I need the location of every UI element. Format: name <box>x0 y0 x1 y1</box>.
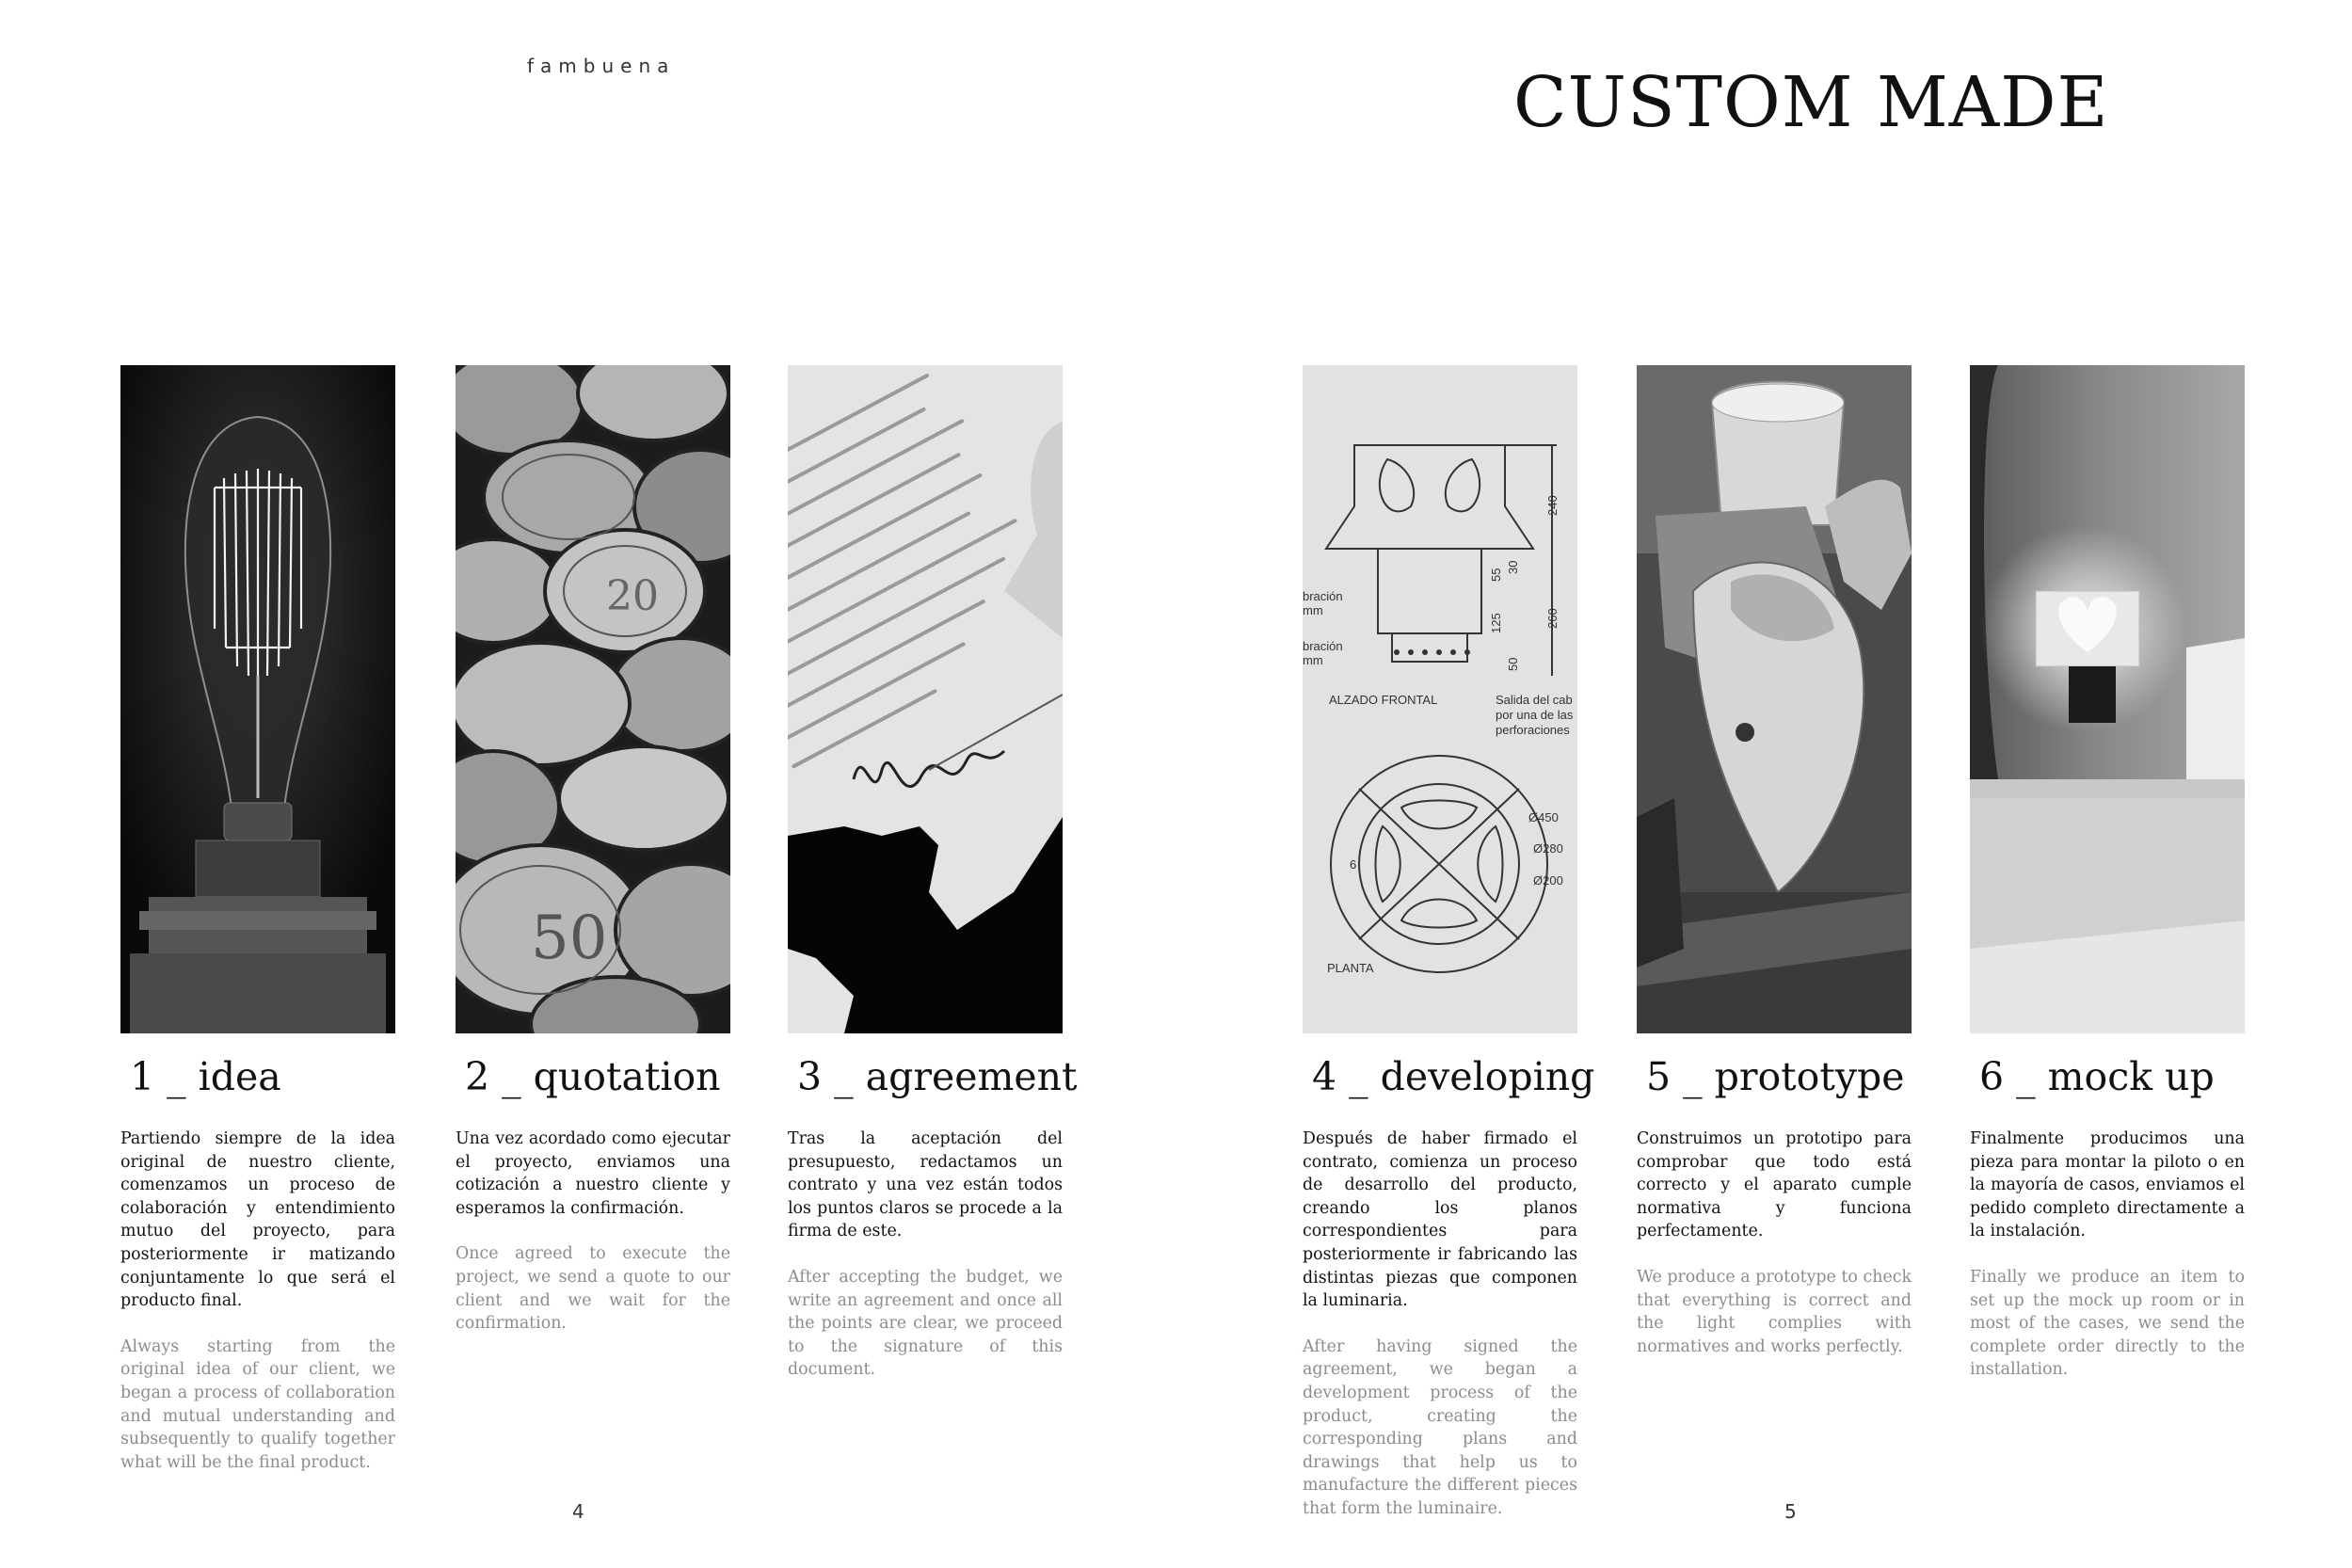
step-idea <box>120 365 395 1474</box>
step-quotation <box>456 365 730 1336</box>
drawing-caption: ALZADO FRONTAL <box>1329 693 1438 707</box>
step-text-spanish: Tras la aceptación del presupuesto, redactamos un contrato y una vez están todos los puntos claros se procede a la firma de este. <box>788 1129 1063 1241</box>
step-title: 2 _ quotation <box>465 1054 721 1099</box>
drawing-dimension: Ø450 <box>1528 810 1559 824</box>
technical-drawing <box>1303 365 1577 1033</box>
step-title: 1 _ idea <box>130 1054 281 1099</box>
step-text-spanish: Construimos un prototipo para comprobar que todo está correcto y el aparato cumple normativa y funciona perfectamente. <box>1637 1129 1912 1241</box>
drawing-note: bración <box>1303 639 1343 653</box>
step-title: 5 _ prototype <box>1646 1054 1905 1099</box>
drawing-dimension: 30 <box>1506 560 1520 574</box>
step-title: 6 _ mock up <box>1979 1054 2215 1099</box>
drawing-dimension: 50 <box>1506 657 1520 671</box>
step-text-spanish: Después de haber firmado el contrato, comienza un proceso de desarrollo del producto, creando los planos correspondientes para posteriormente ir fabricando las distintas piezas que componen la luminaria. <box>1303 1129 1577 1311</box>
step-text-spanish: Una vez acordado como ejecutar el proyecto, enviamos una cotización a nuestro cliente y esperamos la confirmación. <box>456 1129 730 1218</box>
coins-photo <box>456 365 730 1033</box>
step-text-spanish: Finalmente producimos una pieza para montar la piloto o en la mayoría de casos, enviamos el pedido completo directamente a la instalación. <box>1970 1129 2245 1241</box>
drawing-note: perforaciones <box>1496 723 1570 737</box>
drawing-caption: PLANTA <box>1327 961 1374 975</box>
step-text-english: Finally we produce an item to set up the mock up room or in most of the cases, we send the complete order directly to the installation. <box>1970 1267 2245 1380</box>
drawing-note: Salida del cab <box>1496 693 1573 707</box>
brand-name: fambuena <box>527 55 676 77</box>
step-text-english: Always starting from the original idea of our client, we began a process of collaboration and mutual understanding and subsequently to qualify together what will be the final product. <box>120 1336 395 1472</box>
page-number-left: 4 <box>572 1500 584 1523</box>
drawing-note: mm <box>1303 653 1323 667</box>
drawing-dimension: 55 <box>1489 568 1503 582</box>
drawing-note: mm <box>1303 603 1323 617</box>
drawing-note: bración <box>1303 589 1343 603</box>
drawing-dimension: Ø200 <box>1533 873 1563 888</box>
page-number-right: 5 <box>1784 1500 1797 1523</box>
drawing-dimension: 260 <box>1545 608 1560 629</box>
step-title: 3 _ agreement <box>797 1054 1078 1099</box>
svg-text:20: 20 <box>606 572 659 620</box>
drawing-dimension: 6 <box>1350 857 1357 872</box>
light-bulb-photo <box>120 365 395 1033</box>
step-prototype <box>1637 365 1912 1358</box>
step-developing <box>1303 365 1595 1521</box>
step-title: 4 _ developing <box>1312 1054 1595 1099</box>
page-headline: CUSTOM MADE <box>1513 62 2109 143</box>
step-text-english: After accepting the budget, we write an agreement and once all the points are clear, we proceed to the signature of this document. <box>788 1267 1063 1380</box>
prototype-photo <box>1637 365 1912 1033</box>
step-text-spanish: Partiendo siempre de la idea original de nuestro cliente, comenzamos un proceso de colaboración y entendimiento mutuo del proyecto, para posteriormente ir matizando conjuntamente lo que será el producto final. <box>120 1129 395 1311</box>
step-text-english: Once agreed to execute the project, we send a quote to our client and we wait for the confirmation. <box>456 1244 730 1334</box>
drawing-dimension: 240 <box>1545 495 1560 516</box>
drawing-dimension: 125 <box>1489 613 1503 633</box>
drawing-dimension: Ø280 <box>1533 841 1563 856</box>
step-text-english: After having signed the agreement, we began a development process of the product, creating the corresponding plans and drawings that help us to manufacture the different pieces that form the luminaire. <box>1303 1336 1577 1518</box>
drawing-note: por una de las <box>1496 708 1574 722</box>
step-text-english: We produce a prototype to check that everything is correct and the light complies with normatives and works perfectly. <box>1637 1267 1912 1356</box>
step-agreement <box>788 365 1078 1382</box>
svg-text:50: 50 <box>531 904 608 973</box>
mockup-room-photo <box>1970 365 2245 1033</box>
signature-photo <box>788 365 1063 1033</box>
step-mock-up <box>1970 365 2245 1382</box>
